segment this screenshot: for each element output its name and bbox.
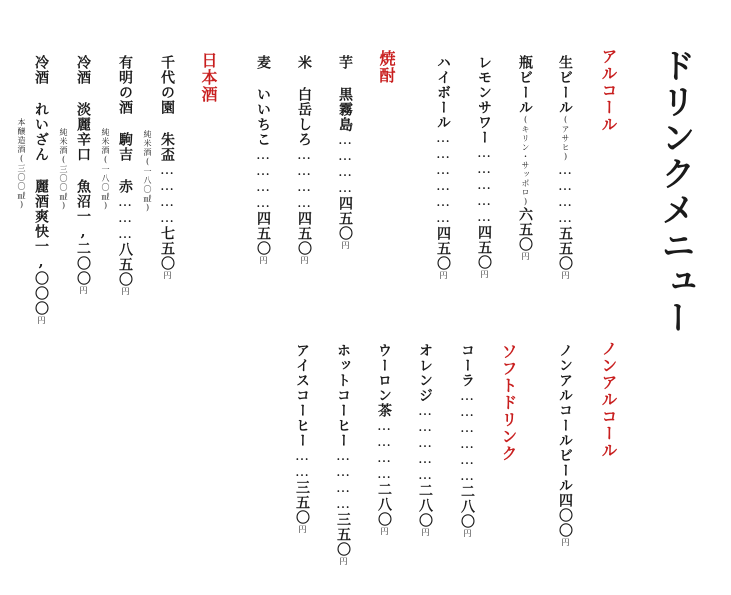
yen-label: 円 [439,271,448,280]
item-dots: …………… [417,403,433,483]
yen-label: 円 [259,256,268,265]
item-dots: ……………… [435,130,451,226]
item-dots: ………… [255,147,271,211]
menu-item-iichiko [256,55,270,265]
yen-label: 円 [79,286,88,295]
menu-item-bottle-beer [518,55,532,261]
item-price: 五五〇 [557,226,573,271]
yen-label: 円 [521,252,530,261]
yen-label: 円 [561,538,570,547]
category-sake: 日本酒 [199,52,218,103]
yen-label: 円 [561,271,570,280]
item-dots: …………… [476,145,492,225]
item-price: 六五〇 [517,207,533,252]
item-price: 二八〇 [417,483,433,528]
item-name: 米 白岳しろ [296,55,312,147]
item-name: 麦 いいちこ [255,55,271,147]
item-dots: ……… [117,194,133,242]
item-price: 三五〇 [294,480,310,525]
item-name: 冷酒 淡麗辛口 魚沼 [75,55,91,209]
category-soft-drink: ソフトドリンク [499,343,518,462]
menu-item-uonuma [76,55,90,295]
item-note: (キリン・サッポロ) [521,115,530,207]
item-dots: ……………… [459,388,475,484]
item-name: ウーロン茶 [376,343,392,418]
item-price: 三五〇 [335,512,351,557]
item-name: 芋 黒霧島 [337,55,353,132]
item-sub-label: 本醸造酒(三〇〇㎖) [17,118,26,210]
item-name: ノンアルコールビール [557,343,573,493]
menu-item-cola [460,343,474,538]
category-shochu: 焼酎 [377,50,396,84]
item-note: (アサヒ) [561,115,570,162]
yen-label: 円 [480,270,489,279]
item-name: アイスコーヒー [294,343,310,448]
item-price: 四五〇 [476,225,492,270]
menu-item-ice-coffee [295,343,309,534]
item-price: 二八〇 [376,482,392,527]
item-price: 一,二〇〇 [75,209,91,286]
yen-label: 円 [339,557,348,566]
item-name: ハイボール [435,55,451,130]
item-price: 四五〇 [296,211,312,256]
item-price: 七五〇 [159,226,175,271]
yen-label: 円 [300,256,309,265]
item-sub-label: 純米酒(一八〇㎖) [143,130,152,213]
item-name: 有明の酒 駒吉 赤 [117,55,133,194]
category-alcohol: アルコール [599,48,618,133]
item-dots: ………… [296,147,312,211]
item-price: 四〇〇 [557,493,573,538]
yen-label: 円 [380,527,389,536]
item-price: 四五〇 [255,211,271,256]
item-name: ホットコーヒー [335,343,351,448]
item-name: オレンジ [417,343,433,403]
item-dots: …… [294,448,310,480]
item-dots: ………… [557,162,573,226]
menu-item-reizan [34,55,48,325]
menu-item-lemon-sour [477,55,491,279]
item-name: 千代の園 朱盃 [159,55,175,162]
yen-label: 円 [463,529,472,538]
yen-label: 円 [341,241,350,250]
yen-label: 円 [37,316,46,325]
menu-item-ariake-komakichi [118,55,132,296]
item-dots: ………… [337,132,353,196]
category-non-alcohol: ノンアルコール [599,340,618,459]
item-price: 四五〇 [337,196,353,241]
yen-label: 円 [121,287,130,296]
menu-item-orange [418,343,432,537]
item-name: レモンサワー [476,55,492,145]
item-dots: ………… [376,418,392,482]
yen-label: 円 [298,525,307,534]
menu-item-highball [436,55,450,280]
menu-item-hakutake-shiro [297,55,311,265]
menu-item-oolong-tea [377,343,391,536]
item-sub-label: 純米酒(一八〇㎖) [101,128,110,211]
menu-item-hot-coffee [336,343,350,566]
item-price: 四五〇 [435,226,451,271]
item-dots: ………… [335,448,351,512]
page-title: ドリンクメニュー [655,48,695,336]
menu-item-kurokirishima [338,55,352,250]
menu-item-nama-beer [558,55,572,280]
item-sub-label: 純米酒(三〇〇㎖) [59,128,68,211]
menu-item-non-alcohol-beer [558,343,572,547]
yen-label: 円 [163,271,172,280]
item-price: 一,〇〇〇 [33,239,49,316]
item-name: 冷酒 れいざん 麗酒爽快 [33,55,49,239]
menu-item-chiyonosono [160,55,174,280]
item-name: 瓶ビール [517,55,533,115]
item-name: コーラ [459,343,475,388]
item-dots: ………… [159,162,175,226]
item-name: 生ビール [557,55,573,115]
yen-label: 円 [421,528,430,537]
item-price: 八五〇 [117,242,133,287]
item-price: 二八〇 [459,484,475,529]
